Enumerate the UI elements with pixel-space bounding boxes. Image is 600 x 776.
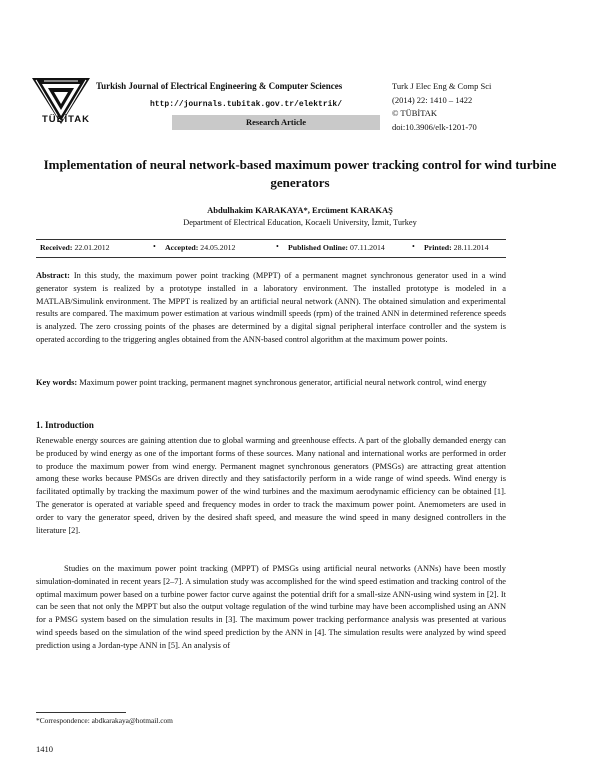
paper-authors: Abdulhakim KARAKAYA*, Ercüment KARAKAŞ [207, 205, 393, 215]
copyright: © TÜBİTAK [392, 108, 438, 118]
accepted-label: Accepted: [165, 243, 199, 252]
paper-affiliation: Department of Electrical Education, Kocaeli University, İzmit, Turkey [183, 218, 417, 227]
date-accepted [165, 243, 235, 252]
date-received [40, 243, 110, 252]
keywords-text: Maximum power point tracking, permanent magnet synchronous generator, artificial neural network control, wind energy [79, 378, 487, 387]
printed-value: 28.11.2014 [453, 243, 489, 252]
bullet-icon: • [412, 242, 415, 251]
keywords [36, 377, 506, 390]
paper-title: Implementation of neural network-based maximum power tracking control for wind turbine generators [43, 157, 557, 190]
journal-title: Turkish Journal of Electrical Engineering & Computer Sciences [96, 81, 343, 91]
journal-url[interactable]: http://journals.tubitak.gov.tr/elektrik/ [150, 100, 343, 109]
logo-wordmark: TÜBİTAK [42, 114, 90, 125]
bullet-icon: • [276, 242, 279, 251]
keywords-label: Key words: [36, 378, 78, 387]
abstract-text: In this study, the maximum power point tracking (MPPT) of a permanent magnet synchronous generator used in a wind generator system is realized by a prototype installed in a laboratory environment. The installed prototype is modeled in a MATLAB/Simulink environment. The MPPT is realized by an artificial neural network (ANN). The obtained simulation and experimental results are compared. The maximum power estimation at various windmill speeds (rpm) of the trained ANN in determined reference speeds is analyzed. The zero crossing points of the phases are determined by a digital signal peripheral interface controller and the system is operated according to the triggering angles obtained from the ANN-based control algorithm at the maximum power points. [36, 271, 506, 344]
received-value: 22.01.2012 [74, 243, 110, 252]
date-published [288, 243, 385, 252]
footnote-correspondence: *Correspondence: abdkarakaya@hotmail.com [36, 716, 173, 725]
doi[interactable]: doi:10.3906/elk-1201-70 [392, 121, 477, 132]
footnote-rule [36, 712, 126, 713]
printed-label: Printed: [424, 243, 452, 252]
citation-volume: (2014) 22: 1410 – 1422 [392, 94, 473, 105]
abstract [36, 270, 506, 347]
section-heading-introduction: 1. Introduction [36, 420, 94, 430]
citation-block [392, 80, 491, 134]
citation-journal: Turk J Elec Eng & Comp Sci [392, 81, 492, 91]
accepted-value: 24.05.2012 [200, 243, 236, 252]
tubitak-logo-icon [32, 66, 90, 136]
published-label: Published Online: [288, 243, 349, 252]
dates-bottom-rule [36, 257, 506, 258]
dates-top-rule [36, 239, 506, 240]
page-number: 1410 [36, 744, 53, 754]
intro-paragraph-1: Renewable energy sources are gaining attention due to global warming and greenhouse effects. A part of the globally demanded energy can be produced by wind energy as one of the important forms of these sources. Many national and international works are performed in order to produce the maximum power from wind energy. Permanent magnet synchronous generators (PMSGs) are attracting great attention among these works because PMSGs are driven directly and they satisfactorily perform in a wide range of wind speeds. Wind energy is facilitated optimally by tracking the maximum power of the wind turbines and the maximum aerodynamic efficiency can be obtained [1]. The generator is operated at variable speed and frequency modes in order to track the maximum power point. Anemometers are used in order to vary the generator speed, driven by the desired shaft speed, and measure the wind speed in many designed controllers in the literature [2]. [36, 436, 506, 535]
abstract-label: Abstract: [36, 271, 70, 280]
received-label: Received: [40, 243, 73, 252]
article-type-badge: Research Article [172, 115, 380, 130]
intro-paragraph-2: Studies on the maximum power point tracking (MPPT) of PMSGs using artificial neural networks (ANNs) have been mostly simulation-dominated in recent years [2–7]. A simulation study was accomplished for the wind speed estimation and tracking control of the optimal maximum power based on a turbine power factor curve against the potential drift for a small-size ANN-using wind system in [2]. It can be seen that not only the MPPT but also the output voltage regulation of the wind turbine may have been accomplished using an ANN for a PMSG system based on the simulation results in [3]. The maximum power tracking performance analysis was presented at various wind speeds based on the simulation of the wind speed prediction by the ANN in [4]. The simulation results were analyzed by wind speed prediction using a Jordan-type ANN in [5]. An analysis of [36, 564, 506, 650]
date-printed [424, 243, 488, 252]
bullet-icon: • [153, 242, 156, 251]
published-value: 07.11.2014 [349, 243, 385, 252]
